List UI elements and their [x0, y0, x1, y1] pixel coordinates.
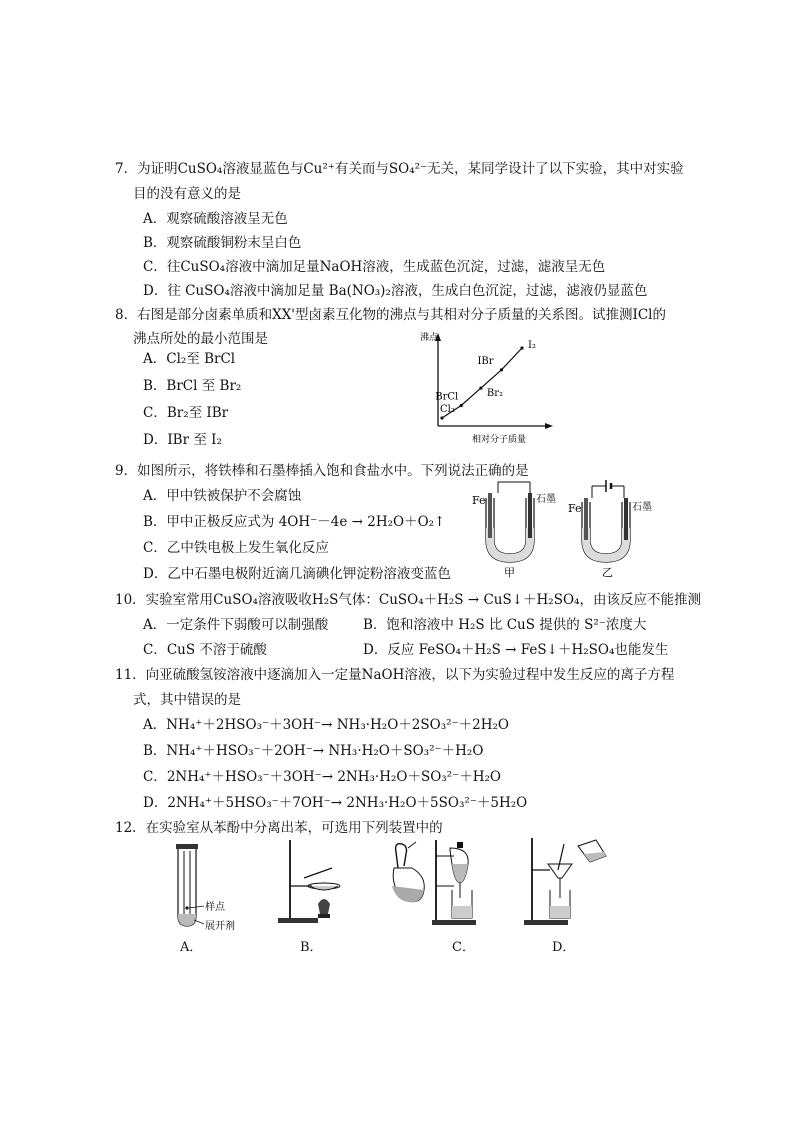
q10-option-a: A．一定条件下弱酸可以制强酸 — [143, 617, 329, 633]
cell-jia — [486, 482, 534, 562]
chart-point-label-4: I₂ — [528, 340, 536, 351]
q7-option-b: B．观察硫酸铜粉末呈白色 — [143, 235, 302, 251]
label-jia: 甲 — [504, 566, 515, 578]
q7-option-c: C．往CuSO₄溶液中滴加足量NaOH溶液，生成蓝色沉淀，过滤，滤液呈无色 — [143, 259, 606, 275]
graphite-label-jia: 石墨 — [536, 494, 556, 505]
q9-option-b: B．甲中正极反应式为 4OH⁻－4e → 2H₂O＋O₂↑ — [143, 514, 446, 530]
chart-point-label-2: Br₂ — [486, 388, 504, 400]
cell-yi — [582, 480, 630, 562]
graphite-label-yi: 石墨 — [632, 502, 652, 513]
chart-point-1 — [460, 404, 463, 407]
q11-option-c: C．2NH₄⁺＋HSO₃⁻＋3OH⁻→ 2NH₃·H₂O＋SO₃²⁻＋H₂O — [143, 769, 501, 785]
apparatus-a-chromatography — [172, 842, 242, 934]
label-yi: 乙 — [602, 566, 613, 578]
chart-point-0 — [440, 416, 443, 419]
q11-option-b: B．NH₄⁺＋HSO₃⁻＋2OH⁻→ NH₃·H₂O＋SO₃²⁻＋H₂O — [143, 743, 484, 759]
q10-stem-line1: 10．实验室常用CuSO₄溶液吸收H₂S气体：CuSO₄＋H₂S → CuS↓＋H₂SO₄，由该反应不能推测 — [115, 592, 701, 608]
q9-stem-line1: 9．如图所示，将铁棒和石墨棒插入饱和食盐水中。下列说法正确的是 — [115, 463, 529, 479]
apparatus-b-evaporation — [272, 838, 362, 926]
q12-option-a: A． — [180, 940, 203, 955]
q11-stem-line2: 式，其中错误的是 — [133, 692, 241, 708]
q10-option-c: C．CuS 不溶于硫酸 — [143, 642, 267, 658]
q8-option-c: C．Br₂至 IBr — [143, 405, 229, 421]
q8-stem-line1: 8．右图是部分卤素单质和XX'型卤素互化物的沸点与其相对分子质量的关系图。试推测ICl的 — [115, 307, 667, 323]
q12-option-b: B． — [300, 940, 323, 955]
q12-stem-line1: 12．在实验室从苯酚中分离出苯，可选用下列装置中的 — [115, 820, 443, 836]
q8-stem-line2: 沸点所处的最小范围是 — [133, 331, 268, 347]
fe-label-yi: Fe — [568, 502, 582, 515]
q9-option-d: D．乙中石墨电极附近滴几滴碘化钾淀粉溶液变蓝色 — [143, 566, 451, 582]
q9-option-c: C．乙中铁电极上发生氧化反应 — [143, 540, 329, 556]
q7-stem-line1: 7．为证明CuSO₄溶液显蓝色与Cu²⁺有关而与SO₄²⁻无关，某同学设计了以下实验，其中对实验 — [115, 161, 684, 177]
q7-stem-line2: 目的没有意义的是 — [133, 186, 241, 202]
q9-option-a: A．甲中铁被保护不会腐蚀 — [143, 488, 302, 504]
chart-point-label-0: Cl₂ — [440, 404, 455, 415]
chart-point-label-1: BrCl — [435, 391, 459, 403]
apparatus-c-separatory-funnel — [384, 838, 484, 926]
chart-point-2 — [479, 387, 482, 390]
apparatus-d-filtration — [520, 834, 620, 926]
q11-option-a: A．NH₄⁺＋2HSO₃⁻＋3OH⁻→ NH₃·H₂O＋2SO₃²⁻＋2H₂O — [143, 717, 509, 733]
q7-option-d: D．往 CuSO₄溶液中滴加足量 Ba(NO₃)₂溶液，生成白色沉淀，过滤，滤液仍显蓝色 — [143, 283, 648, 299]
chart-xlabel: 相对分子质量 — [472, 435, 527, 445]
q8-option-a: A．Cl₂至 BrCl — [143, 351, 236, 367]
electrolysis-figure — [468, 478, 668, 578]
q8-option-b: B．BrCl 至 Br₂ — [143, 378, 242, 394]
chart-point-4 — [520, 346, 523, 349]
q12-option-c: C． — [452, 940, 475, 955]
chart-point-label-3: IBr — [477, 355, 494, 367]
q10-option-b: B．饱和溶液中 H₂S 比 CuS 提供的 S²⁻浓度大 — [363, 617, 647, 633]
q8-option-d: D．IBr 至 I₂ — [143, 432, 222, 448]
chart-point-3 — [500, 368, 503, 371]
q10-option-d: D．反应 FeSO₄＋H₂S → FeS↓＋H₂SO₄也能发生 — [363, 642, 669, 658]
q11-option-d: D．2NH₄⁺＋5HSO₃⁻＋7OH⁻→ 2NH₃·H₂O＋5SO₃²⁻＋5H₂O — [143, 795, 528, 811]
spot-label: 样点 — [205, 902, 225, 913]
fe-label-jia: Fe — [472, 494, 486, 507]
q11-stem-line1: 11．向亚硫酸氢铵溶液中逐滴加入一定量NaOH溶液，以下为实验过程中发生反应的离子方程 — [115, 667, 675, 683]
q7-option-a: A．观察硫酸溶液呈无色 — [143, 211, 288, 227]
chart-ylabel: 沸点 — [420, 333, 439, 343]
q12-option-d: D． — [552, 940, 576, 955]
boiling-point-chart — [420, 330, 560, 445]
solvent-label: 展开剂 — [205, 921, 235, 932]
